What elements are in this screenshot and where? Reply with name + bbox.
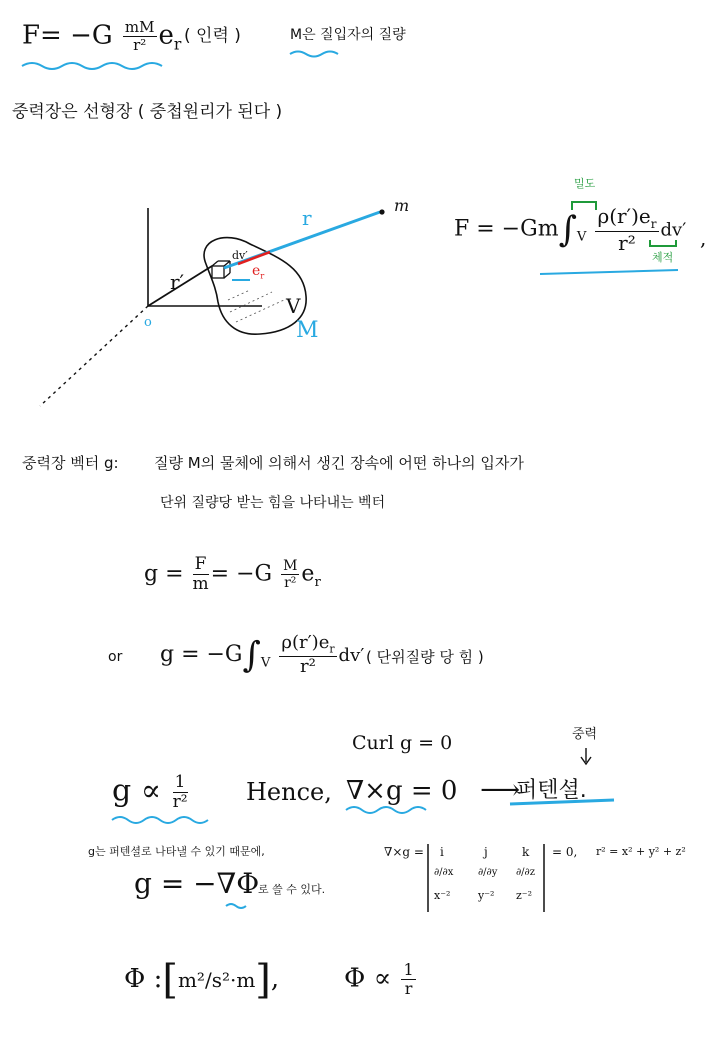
g-eq2-numerator	[279, 634, 336, 657]
g-definition-line1: 질량 M의 물체에 의해서 생긴 장속에 어떤 하나의 입자가	[154, 454, 524, 472]
determinant-rhs: = 0,	[552, 845, 578, 859]
g-eq2-denominator: r²	[300, 656, 316, 678]
det-dy: ∂/∂y	[478, 867, 498, 878]
g-prop-num: 1	[173, 774, 188, 793]
g-eq1-den-m: m	[192, 574, 209, 594]
integral-numerator-text: ρ(r′)e	[597, 204, 651, 228]
g-proportional	[112, 774, 190, 811]
g-eq2-integral-sign: ∫	[242, 634, 261, 676]
integral-denominator: r²	[618, 230, 636, 255]
g-eq2-prefix: or	[108, 649, 123, 665]
det-x: x⁻²	[434, 889, 451, 902]
label-V: V	[286, 294, 301, 318]
integral-numerator	[595, 206, 658, 232]
density-label: 밀도	[574, 177, 596, 190]
hence-label: Hence,	[246, 778, 332, 806]
curl-label: Curl g = 0	[352, 732, 453, 754]
arrow-right-icon: ⟶	[480, 773, 521, 806]
integral-subscript: V	[576, 229, 587, 245]
r-squared-identity: r² = x² + y² + z²	[596, 845, 686, 858]
det-z: z⁻²	[516, 889, 533, 902]
label-r-origin: r′	[170, 270, 185, 294]
attraction-tag: ( 인력 )	[184, 26, 241, 46]
det-j: j	[484, 845, 488, 859]
phi-prop-fraction	[401, 962, 415, 997]
label-er-subscript: r	[260, 270, 265, 281]
integral-trailing-comma: ,	[700, 226, 707, 250]
g-eq2-dv: dv′	[338, 645, 365, 667]
label-r-blue: r	[302, 206, 312, 230]
phi-units	[124, 957, 280, 1003]
unit-vector-er-subscript: r	[173, 35, 182, 54]
integral-dv: dv′	[660, 219, 687, 241]
label-M: M	[296, 318, 319, 343]
g-eq1-den-r: r²	[284, 575, 297, 591]
det-i: i	[440, 845, 444, 859]
unit-vector-er: e	[158, 20, 174, 51]
g-equation-1	[144, 556, 321, 593]
integral-numerator-subscript: r	[650, 216, 657, 231]
integral-lhs: F = −Gm	[454, 216, 559, 242]
gravity-label: 중력	[572, 727, 598, 742]
mass-fraction-numerator: mM	[124, 18, 155, 36]
g-prop-fraction	[173, 774, 188, 811]
integral-sign: ∫	[558, 208, 577, 250]
label-origin: o	[144, 315, 152, 330]
g-definition-line2: 단위 질량당 받는 힘을 나타내는 벡터	[160, 495, 386, 511]
g-eq2-numerator-subscript: r	[329, 642, 335, 656]
integral-fraction	[595, 206, 658, 253]
integral-force-equation	[454, 206, 686, 253]
g-eq1-num-F: F	[193, 556, 209, 575]
g-eq1-er: e	[301, 561, 315, 587]
g-eq2-numerator-text: ρ(r′)e	[281, 632, 330, 653]
mass-fraction-denominator: r²	[133, 36, 147, 54]
phi-prop-den: r	[404, 979, 413, 998]
det-dx: ∂/∂x	[434, 867, 454, 878]
g-definition-title: 중력장 벡터 g:	[22, 454, 119, 472]
g-prop-den: r²	[172, 792, 188, 812]
phi-proportional	[344, 962, 418, 997]
phi-prop-lhs: Φ ∝	[344, 963, 392, 994]
g-eq1-mid: = −G	[210, 561, 273, 587]
label-er	[252, 264, 264, 280]
g-eq1-er-subscript: r	[314, 574, 321, 590]
g-prop-lhs: g ∝	[112, 773, 162, 809]
label-m: m	[394, 196, 410, 215]
mass-note: M은 질입자의 질량	[290, 27, 406, 43]
g-eq1-g: g =	[144, 561, 184, 587]
units-bracket-left: [	[162, 957, 178, 1003]
units-comma: ,	[270, 964, 280, 994]
g-eq1-fraction-M-r	[281, 559, 299, 590]
units-value: m²/s²·m	[177, 968, 256, 992]
force-law-lhs: = −G	[40, 20, 113, 51]
g-eq1-num-M: M	[283, 558, 298, 574]
force-symbol: F	[22, 20, 41, 51]
label-er-letter: e	[252, 263, 261, 279]
g-equation-2	[160, 634, 364, 676]
units-bracket-right: ]	[255, 957, 271, 1003]
determinant-lhs: ∇×g =	[384, 845, 424, 859]
curl-equation: ∇×g = 0	[346, 776, 458, 806]
det-y: y⁻²	[478, 889, 495, 902]
g-eq2-integral-subscript: V	[260, 655, 271, 671]
g-eq1-fraction-F-m	[193, 556, 209, 593]
g-eq2-note: ( 단위질량 당 힘 )	[366, 648, 484, 666]
units-colon: :	[153, 964, 163, 994]
superposition-note: 중력장은 선형장 ( 중첩원리가 된다 )	[12, 102, 283, 122]
potential-equation-tail: 로 쓸 수 있다.	[258, 883, 326, 896]
potential-note: g는 퍼텐셜로 나타낼 수 있기 때문에,	[88, 845, 265, 858]
phi-symbol: Φ	[124, 964, 146, 994]
potential-label: 퍼텐셜.	[516, 778, 587, 803]
det-dz: ∂/∂z	[516, 867, 535, 878]
g-eq2-lhs: g = −G	[160, 642, 243, 668]
phi-prop-num: 1	[403, 960, 414, 979]
label-dv: dv′	[232, 249, 248, 262]
volume-label: 체적	[652, 251, 674, 264]
g-eq2-fraction	[279, 634, 336, 676]
det-k: k	[522, 845, 530, 859]
potential-equation: g = −∇Φ	[134, 867, 260, 900]
